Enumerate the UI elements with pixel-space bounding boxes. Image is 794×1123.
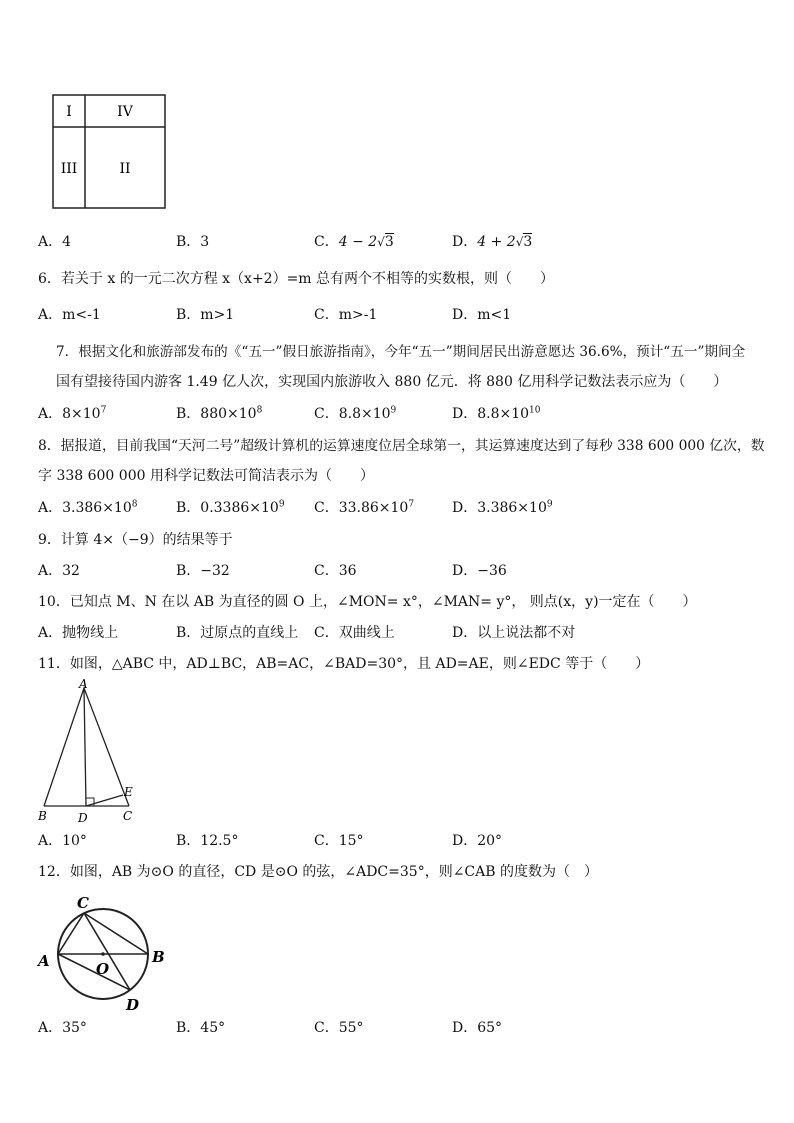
circle-label-d: D [126,996,140,1014]
q10-option-d: D．以上说法都不对 [452,625,576,641]
q7-option-a-base: A．8×10 [38,406,101,422]
q7-option-b [176,405,262,423]
circle-label-a: A [38,952,50,970]
q7-option-b-base: B．880×10 [176,406,257,422]
circle-figure [34,890,174,1014]
q8-option-c-base: C．33.86×10 [314,500,409,516]
q5-option-d: D．4 + 2√3 [452,234,533,250]
q9-stem: 9．计算 4×（−9）的结果等于 [38,532,233,548]
triangle-label-b: B [38,809,47,823]
q5-option-d-prefix: D． [452,234,478,250]
q5-option-b: B．3 [176,234,210,250]
q7-option-c-exp: 9 [390,405,397,416]
q9-option-c: C．36 [314,563,357,579]
q11-option-a: A．10° [38,833,87,849]
q10-option-a: A．抛物线上 [38,625,119,641]
q5-option-c-expr: 4 − 2 [338,234,378,250]
segment-de [86,795,123,806]
triangle-abc [44,688,129,806]
triangle-figure [34,678,144,824]
q7-option-a-exp: 7 [100,405,107,416]
q8-option-a-exp: 8 [131,499,138,510]
circle-label-o: O [96,960,110,978]
q7-option-a [38,405,106,423]
q7-option-c [314,405,396,423]
triangle-label-c: C [123,809,133,823]
q8-option-d-exp: 9 [546,499,553,510]
q5-option-a: A．4 [38,234,72,250]
q12-stem: 12．如图，AB 为⊙O 的直径，CD 是⊙O 的弦，∠ADC=35°，则∠CAB 的度数为（ ） [38,864,598,880]
circle-label-c: C [77,894,89,912]
q10-option-b: B．过原点的直线上 [176,625,299,641]
q8-option-c-exp: 7 [408,499,415,510]
grid-label-br: II [119,161,131,177]
triangle-label-d: D [78,811,88,824]
q12-option-c: C．55° [314,1020,364,1036]
q7-option-b-exp: 8 [256,405,263,416]
grid-label-tr: IV [117,104,133,120]
q9-option-a: A．32 [38,563,80,579]
q8-option-c [314,499,414,517]
q6-stem: 6．若关于 x 的一元二次方程 x（x+2）=m 总有两个不相等的实数根，则（ ） [38,271,555,287]
q8-option-b-exp: 9 [278,499,285,510]
q6-option-b: B．m>1 [176,307,235,323]
q9-option-b: B．−32 [176,563,230,579]
center-dot [101,952,105,956]
q12-option-b: B．45° [176,1020,226,1036]
q7-stem-line1: 7．根据文化和旅游部发布的《“五一”假日旅游指南》，今年“五一”期间居民出游意愿达 36.6%，预计“五一”期间全 [56,344,746,360]
q8-stem-line1: 8．据报道，目前我国“天河二号”超级计算机的运算速度位居全球第一，其运算速度达到了每秒 338 600 000 亿次，数 [38,438,765,454]
q12-option-d: D．65° [452,1020,503,1036]
q8-option-b-base: B．0.3386×10 [176,500,279,516]
q8-stem-line2: 字 338 600 000 用科学记数法可简洁表示为（ ） [38,468,374,484]
q11-stem: 11．如图，△ABC 中，AD⊥BC，AB=AC，∠BAD=30°，且 AD=AE，则∠EDC 等于（ ） [38,656,650,672]
q12-option-a: A．35° [38,1020,87,1036]
grid-label-bl: III [60,161,78,177]
q7-stem-line2: 国有望接待国内游客 1.49 亿人次，实现国内旅游收入 880 亿元．将 880 亿用科学记数法表示应为（ ） [56,374,728,390]
triangle-label-e: E [124,785,133,799]
q7-option-d-base: D．8.8×10 [452,406,530,422]
q11-option-d: D．20° [452,833,503,849]
q5-option-d-radicand: 3 [523,234,533,250]
q5-option-d-expr: 4 + 2 [477,234,516,250]
q7-option-d [452,405,541,423]
q8-option-d [452,499,553,517]
q7-option-c-base: C．8.8×10 [314,406,391,422]
q6-option-a: A．m<-1 [38,307,101,323]
q11-option-c: C．15° [314,833,364,849]
q7-option-d-exp: 10 [529,405,541,416]
segment-ad [84,688,86,806]
grid-figure [52,94,168,210]
q6-option-d: D．m<1 [452,307,512,323]
q8-option-b [176,499,285,517]
q8-option-a-base: A．3.386×10 [38,500,132,516]
grid-label-tl: I [66,104,72,120]
q5-option-c-prefix: C． [314,234,339,250]
q6-option-c: C．m>-1 [314,307,378,323]
q9-option-d: D．−36 [452,563,507,579]
q8-option-d-base: D．3.386×10 [452,500,547,516]
q5-option-c-radicand: 3 [384,234,394,250]
triangle-label-a: A [79,678,88,691]
circle-label-b: B [152,948,165,966]
q5-option-c: C．4 − 2√3 [314,234,394,250]
chord-cb [84,913,148,954]
q10-stem: 10．已知点 M、N 在以 AB 为直径的圆 O 上，∠MON= x°，∠MAN= y°， 则点(x，y)一定在（ ） [38,594,697,610]
q10-option-c: C．双曲线上 [314,625,395,641]
q11-option-b: B．12.5° [176,833,239,849]
q8-option-a [38,499,137,517]
